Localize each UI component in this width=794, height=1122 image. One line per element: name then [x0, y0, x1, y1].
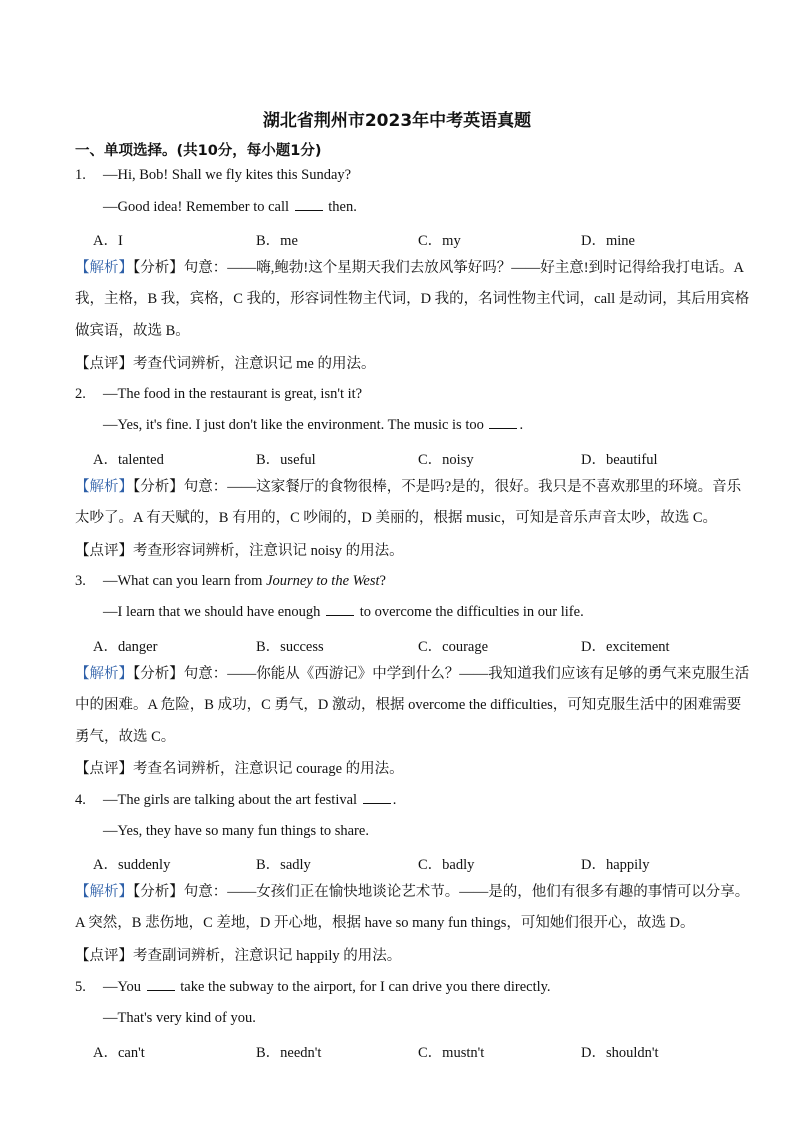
question-number: 1.: [75, 167, 86, 183]
stem-text-end: ?: [379, 573, 386, 589]
analysis-block: [75, 877, 755, 940]
question-3-stem: [103, 572, 386, 590]
analysis-block: [75, 472, 755, 535]
analysis-text: 【分析】句意：——嗨,鲍勃!这个星期天我们去放风筝好吗？——好主意!到时记得给我打电话。A 我，主格，B 我，宾格，C 我的，形容词性物主代词，D 我的，名词性物主代词，call 是动词，其后用宾格做宾语，故选 B。: [75, 260, 750, 339]
option-b: B．needn't: [256, 1045, 322, 1061]
answer-blank: [489, 416, 517, 429]
option-a: A．danger: [93, 639, 158, 655]
analysis-text: 【分析】句意：——女孩们正在愉快地谈论艺术节。——是的，他们有很多有趣的事情可以分享。A 突然，B 悲伤地，C 差地，D 开心地，根据 have so many fun things，可知她们很开心，故选 D。: [75, 884, 750, 932]
question-5-stem: [103, 978, 551, 996]
option-a: A．I: [93, 233, 123, 249]
option-c: C．my: [418, 233, 461, 249]
answer-blank: [363, 791, 391, 804]
reply-text-end: to overcome the difficulties in our life.: [359, 604, 584, 620]
comment: 【点评】考查副词辨析，注意识记 happily 的用法。: [75, 948, 402, 964]
stem-text-end: take the subway to the airport, for I can drive you there directly.: [180, 979, 551, 995]
option-b: B．me: [256, 233, 298, 249]
option-a: A．talented: [93, 452, 164, 468]
stem-text: —The girls are talking about the art festival: [103, 792, 358, 808]
stem-text: —You: [103, 979, 142, 995]
reply-text: —Yes, it's fine. I just don't like the environment. The music is too: [103, 417, 484, 433]
question-4-reply: —Yes, they have so many fun things to share.: [103, 823, 369, 839]
option-c: C．noisy: [418, 452, 474, 468]
option-d: D．mine: [581, 233, 635, 249]
reply-text: —Good idea! Remember to call: [103, 199, 290, 215]
reply-text-end: then.: [328, 199, 357, 215]
option-c: C．courage: [418, 639, 489, 655]
question-number: 5.: [75, 979, 86, 995]
question-number: 3.: [75, 573, 86, 589]
option-b: B．success: [256, 639, 324, 655]
option-b: B．sadly: [256, 857, 311, 873]
analysis-tag: 【解析】: [75, 479, 133, 495]
option-a: A．can't: [93, 1045, 145, 1061]
reply-text-end: .: [519, 417, 524, 433]
analysis-block: [75, 253, 755, 347]
question-1-stem: —Hi, Bob! Shall we fly kites this Sunday?: [103, 167, 352, 183]
comment: 【点评】考查形容词辨析，注意识记 noisy 的用法。: [75, 543, 404, 559]
reply-text: —I learn that we should have enough: [103, 604, 321, 620]
option-a: A．suddenly: [93, 857, 171, 873]
analysis-text: 【分析】句意：——你能从《西游记》中学到什么？——我知道我们应该有足够的勇气来克服生活中的困难。A 危险，B 成功，C 勇气，D 激动，根据 overcome the difficulties，可知克服生活中的困难需要勇气，故选 C。: [75, 666, 750, 745]
question-number: 2.: [75, 386, 86, 402]
question-1-reply: [103, 198, 357, 216]
option-d: D．excitement: [581, 639, 670, 655]
answer-blank: [295, 198, 323, 211]
option-c: C．mustn't: [418, 1045, 485, 1061]
answer-blank: [147, 978, 175, 991]
question-2-reply: [103, 416, 523, 434]
section-heading: 一、单项选择。(共10分，每小题1分): [75, 143, 322, 159]
stem-text-end: .: [392, 792, 397, 808]
analysis-block: [75, 659, 755, 753]
option-b: B．useful: [256, 452, 316, 468]
page-title: 湖北省荆州市2023年中考英语真题: [262, 111, 532, 131]
option-d: D．happily: [581, 857, 650, 873]
option-d: D．beautiful: [581, 452, 658, 468]
question-3-reply: [103, 603, 584, 621]
question-number: 4.: [75, 792, 86, 808]
question-5-reply: —That's very kind of you.: [103, 1010, 256, 1026]
answer-blank: [326, 603, 354, 616]
comment: 【点评】考查名词辨析，注意识记 courage 的用法。: [75, 761, 404, 777]
option-c: C．badly: [418, 857, 475, 873]
analysis-tag: 【解析】: [75, 666, 133, 682]
book-title: Journey to the West: [266, 573, 380, 589]
analysis-tag: 【解析】: [75, 884, 133, 900]
analysis-text: 【分析】句意：——这家餐厅的食物很棒，不是吗?是的，很好。我只是不喜欢那里的环境。音乐太吵了。A 有天赋的，B 有用的，C 吵闹的，D 美丽的，根据 music，可知是音乐声音太吵，故选 C。: [75, 479, 742, 527]
analysis-tag: 【解析】: [75, 260, 133, 276]
question-4-stem: [103, 791, 396, 809]
question-2-stem: —The food in the restaurant is great, isn't it?: [103, 386, 363, 402]
option-d: D．shouldn't: [581, 1045, 659, 1061]
comment: 【点评】考查代词辨析，注意识记 me 的用法。: [75, 356, 376, 372]
stem-text: —What can you learn from: [103, 573, 263, 589]
